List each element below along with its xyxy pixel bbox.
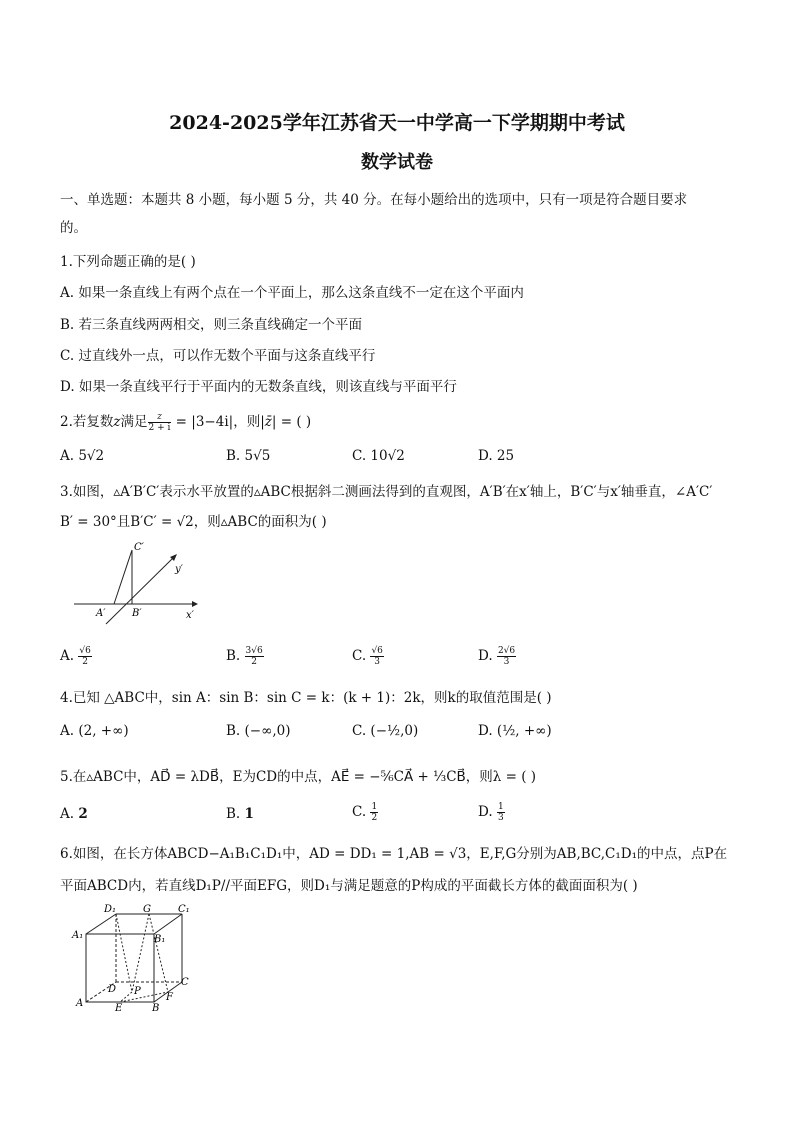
label-a: A xyxy=(76,998,84,1009)
label-x-prime: x′ xyxy=(186,610,194,621)
q2-mid: 满足 xyxy=(120,414,148,430)
q3-stem-line1: 3.如图，▵A′B′C′表示水平放置的▵ABC根据斜二测画法得到的直观图，A′B′在x′轴上，B′C′与x′轴垂直，∠A′C′ xyxy=(60,484,713,500)
option-letter: A. xyxy=(60,648,75,664)
line-p-e xyxy=(120,992,132,1002)
q1-option-b: B. 若三条直线两两相交，则三条直线确定一个平面 xyxy=(60,317,363,333)
q3-option-a xyxy=(60,646,92,667)
option-fraction xyxy=(370,802,378,823)
option-fraction xyxy=(78,646,91,667)
exam-subtitle: 数学试卷 xyxy=(361,152,433,173)
option-fraction xyxy=(245,646,264,667)
q2-option-d: D. 25 xyxy=(478,448,515,464)
q2-stem xyxy=(60,410,311,433)
frac-num: √6 xyxy=(79,646,91,656)
q1-option-c: C. 过直线外一点，可以作无数个平面与这条直线平行 xyxy=(60,348,376,364)
line-d1-p xyxy=(116,914,132,992)
q5-option-a xyxy=(60,806,88,822)
q5-option-b xyxy=(226,806,254,822)
q4-option-d: D. (½, +∞) xyxy=(478,723,552,739)
option-fraction xyxy=(497,802,505,823)
label-b-prime: B′ xyxy=(132,608,142,619)
frac-den: 2 xyxy=(251,657,257,667)
label-b1: B₁ xyxy=(154,934,166,945)
q2-frac-num: z xyxy=(148,412,172,423)
edge-b1-c1 xyxy=(154,914,182,934)
q4-option-a: A. (2, +∞) xyxy=(60,723,129,739)
q6-cuboid-figure xyxy=(70,900,200,1015)
q3-option-d xyxy=(478,646,516,667)
q2-option-c: C. 10√2 xyxy=(352,448,405,464)
frac-den: 3 xyxy=(374,657,381,667)
q6-stem-line2: 平面ABCD内，若直线D₁P//平面EFG，则D₁与满足题意的P构成的平面截长方体的截面面积为( ) xyxy=(60,878,638,894)
label-f: F xyxy=(166,992,173,1003)
q1-option-a: A. 如果一条直线上有两个点在一个平面上，那么这条直线不一定在这个平面内 xyxy=(60,285,524,301)
frac-num: 1 xyxy=(371,802,378,812)
q2-rhs: = |3−4i|，则| xyxy=(171,414,265,430)
q2-zbar: z̄ xyxy=(264,414,272,430)
front-face xyxy=(86,934,154,1002)
frac-num: 3√6 xyxy=(245,646,263,656)
label-a-prime: A′ xyxy=(96,608,106,619)
option-letter: B. xyxy=(226,648,241,664)
q2-frac-den: 2 + i xyxy=(148,423,171,433)
label-d1: D₁ xyxy=(104,904,117,915)
label-b: B xyxy=(152,1003,160,1014)
q5-option-c xyxy=(352,802,378,823)
frac-den: 2 xyxy=(371,813,378,823)
q5-option-d xyxy=(478,802,505,823)
option-letter: B. xyxy=(226,806,241,822)
section-heading-line2: 的。 xyxy=(60,220,87,236)
frac-den: 3 xyxy=(497,813,504,823)
q3-stem-line2: B′ = 30°且B′C′ = √2，则▵ABC的面积为( ) xyxy=(60,514,327,530)
option-fraction xyxy=(370,646,383,667)
frac-den: 3 xyxy=(503,657,510,667)
q2-variable: z xyxy=(113,414,121,430)
q3-option-c xyxy=(352,646,384,667)
q6-stem-line1: 6.如图，在长方体ABCD−A₁B₁C₁D₁中，AD = DD₁ = 1,AB = √3，E,F,G分别为AB,BC,C₁D₁的中点，点P在 xyxy=(60,846,728,862)
label-d: D xyxy=(108,984,117,995)
label-a1: A₁ xyxy=(72,930,84,941)
q4-option-c: C. (−½,0) xyxy=(352,723,419,739)
option-fraction xyxy=(497,646,516,667)
q2-end: | = ( ) xyxy=(271,414,312,430)
label-c1: C₁ xyxy=(178,904,190,915)
label-g: G xyxy=(143,904,151,915)
label-y-prime: y′ xyxy=(175,564,183,575)
line-g-p xyxy=(132,914,149,992)
q4-stem: 4.已知 △ABC中，sin A：sin B：sin C = k：(k + 1)：2k，则k的取值范围是( ) xyxy=(60,690,552,706)
frac-den: 2 xyxy=(82,657,88,667)
label-c: C xyxy=(181,977,189,988)
frac-num: 2√6 xyxy=(497,646,516,656)
side-a-c xyxy=(114,550,132,604)
q2-fraction xyxy=(148,412,172,433)
option-value: 2 xyxy=(78,806,88,822)
option-letter: A. xyxy=(60,806,75,822)
option-letter: C. xyxy=(352,804,367,820)
q3-figure xyxy=(68,538,208,630)
q3-option-b xyxy=(226,646,264,667)
option-letter: D. xyxy=(478,648,493,664)
x-axis-arrow-icon xyxy=(192,601,198,607)
exam-title: 2024-2025学年江苏省天一中学高一下学期期中考试 xyxy=(169,112,625,134)
label-e: E xyxy=(115,1003,123,1014)
q1-stem: 1.下列命题正确的是( ) xyxy=(60,254,196,270)
q4-option-b: B. (−∞,0) xyxy=(226,723,291,739)
q5-stem: 5.在▵ABC中，AD⃗ = λDB⃗，E为CD的中点，AE⃗ = −⅚CA⃗ + ⅓CB⃗，则λ = ( ) xyxy=(60,769,537,785)
option-value: 1 xyxy=(244,806,254,822)
frac-num: 1 xyxy=(497,802,504,812)
frac-num: √6 xyxy=(371,646,383,656)
q2-option-a: A. 5√2 xyxy=(60,448,105,464)
option-letter: D. xyxy=(478,804,493,820)
q2-option-b: B. 5√5 xyxy=(226,448,271,464)
label-c-prime: C′ xyxy=(134,542,144,553)
edge-a1-d1 xyxy=(86,914,116,934)
label-p: P xyxy=(134,986,141,997)
q2-prefix: 2.若复数 xyxy=(60,414,114,430)
option-letter: C. xyxy=(352,648,367,664)
q1-option-d: D. 如果一条直线平行于平面内的无数条直线，则该直线与平面平行 xyxy=(60,379,457,395)
section-heading-line1: 一、单选题：本题共 8 小题，每小题 5 分，共 40 分。在每小题给出的选项中，只有一项是符合题目要求 xyxy=(60,192,688,208)
